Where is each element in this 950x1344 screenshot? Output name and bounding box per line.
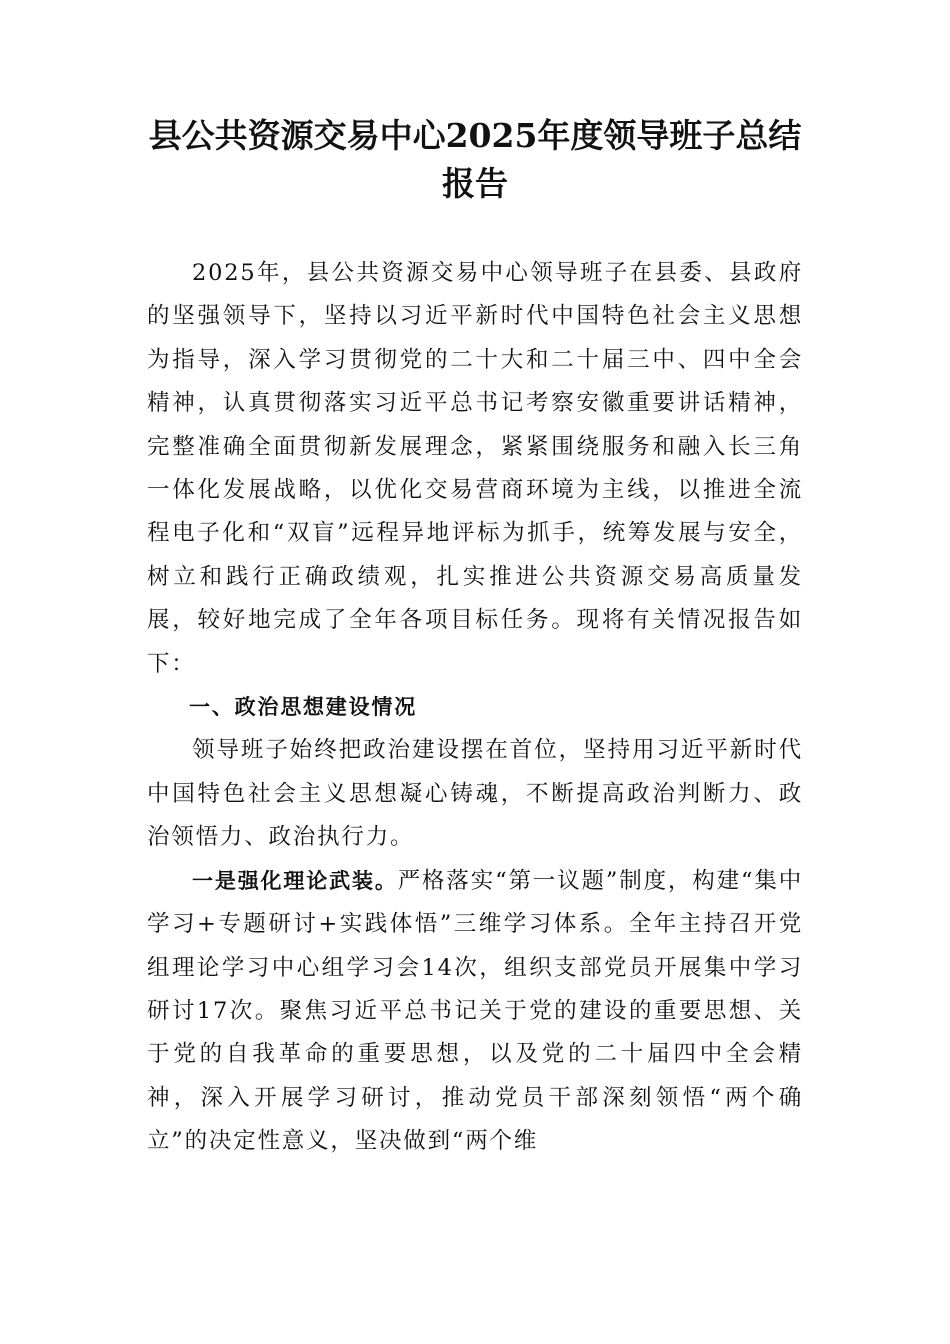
- point-lead: 一是强化理论武装。: [192, 868, 398, 893]
- document-title: 县公共资源交易中心2025年度领导班子总结报告: [148, 116, 802, 203]
- section-paragraph: 领导班子始终把政治建设摆在首位，坚持用习近平新时代中国特色社会主义思想凝心铸魂，不断提高政治判断力、政治领悟力、政治执行力。: [147, 737, 803, 851]
- point-paragraph: [147, 860, 803, 1164]
- point-text: 严格落实“第一议题”制度，构建“集中学习+专题研讨+实践体悟”三维学习体系。全年主持召开党组理论学习中心组学习会14次，组织支部党员开展集中学习研讨17次。聚焦习近平总书记关于党的建设的重要思想、关于党的自我革命的重要思想，以及党的二十届四中全会精神，深入开展学习研讨，推动党员干部深刻领悟“两个确立”的决定性意义，坚决做到“两个维: [147, 867, 803, 1155]
- section-heading: 一、政治思想建设情况: [189, 695, 417, 720]
- document-body: [147, 252, 803, 1164]
- intro-paragraph: 2025年，县公共资源交易中心领导班子在县委、县政府的坚强领导下，坚持以习近平新时代中国特色社会主义思想为指导，深入学习贯彻党的二十大和二十届三中、四中全会精神，认真贯彻落实习近平总书记考察安徽重要讲话精神，完整准确全面贯彻新发展理念，紧紧围绕服务和融入长三角一体化发展战略，以优化交易营商环境为主线，以推进全流程电子化和“双盲”远程异地评标为抓手，统筹发展与安全，树立和践行正确政绩观，扎实推进公共资源交易高质量发展，较好地完成了全年各项目标任务。现将有关情况报告如下：: [147, 260, 803, 677]
